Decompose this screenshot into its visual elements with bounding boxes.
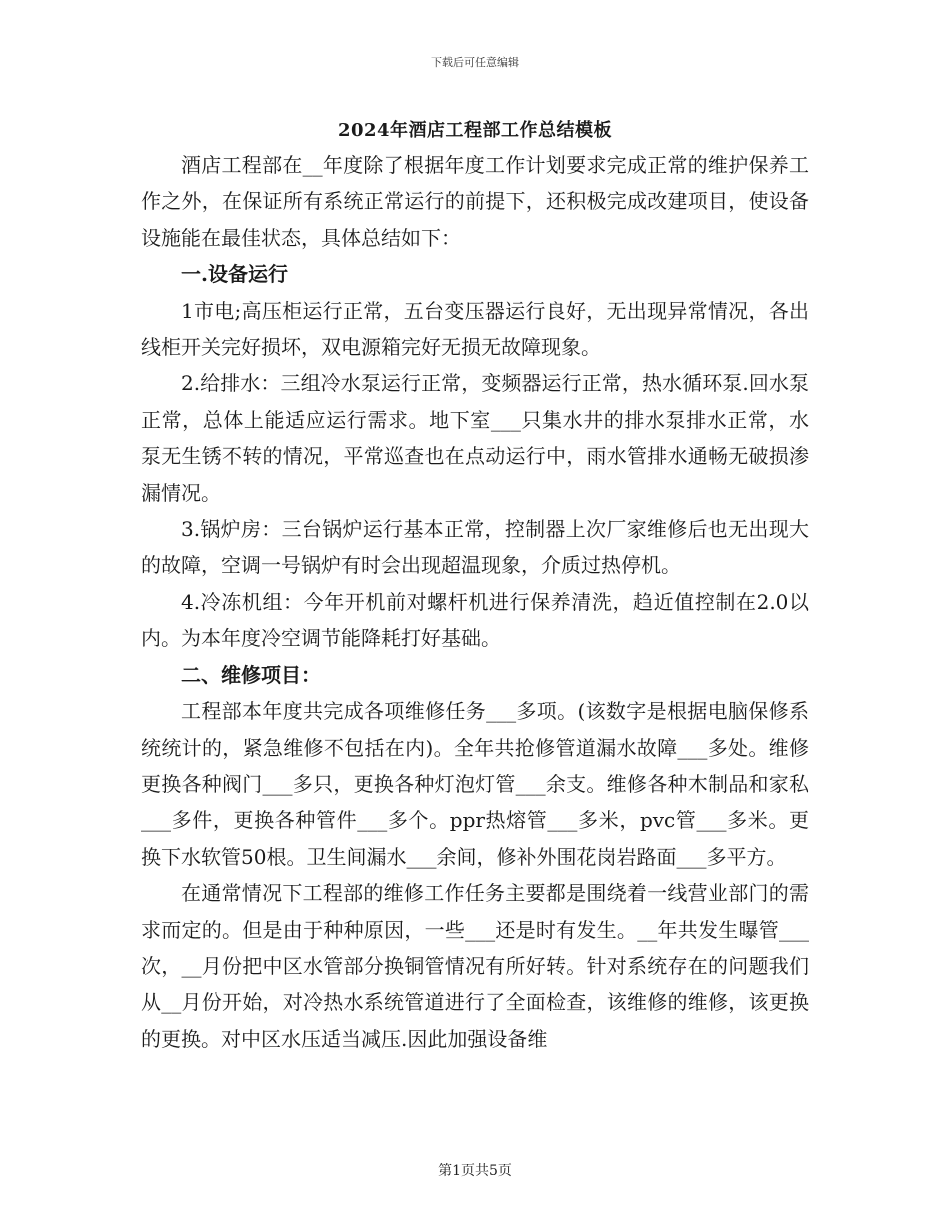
page-header-note: 下载后可任意编辑 xyxy=(431,56,519,69)
equipment-item-power: 1市电;高压柜运行正常，五台变压器运行良好，无出现异常情况，各出线柜开关完好损坏，双电源箱完好无损无故障现象。 xyxy=(141,298,809,360)
equipment-item-boiler: 3.锅炉房：三台锅炉运行基本正常，控制器上次厂家维修后也无出现大的故障，空调一号锅炉有时会出现超温现象，介质过热停机。 xyxy=(141,517,809,578)
document-body xyxy=(141,147,809,1057)
section-heading-maintenance: 二、维修项目： xyxy=(181,662,321,687)
equipment-item-chiller: 4.冷冻机组：今年开机前对螺杆机进行保养清洗，趋近值控制在2.0以内。为本年度冷空调节能降耗打好基础。 xyxy=(141,589,809,651)
intro-paragraph: 酒店工程部在__年度除了根据年度工作计划要求完成正常的维护保养工作之外，在保证所有系统正常运行的前提下，还积极完成改建项目，使设备设施能在最佳状态，具体总结如下： xyxy=(141,153,809,250)
page-number: 第1页共5页 xyxy=(438,1163,512,1179)
section-heading-equipment: 一.设备运行 xyxy=(181,262,288,287)
maintenance-paragraph: 工程部本年度共完成各项维修任务___多项。(该数字是根据电脑保修系统统计的，紧急维修不包括在内)。全年共抢修管道漏水故障___多处。维修更换各种阀门___多只，更换各种灯泡灯管___余支。维修各种木制品和家私___多件，更换各种管件___多个。ppr热熔管___多米，pvc管___多米。更换下水软管50根。卫生间漏水___余间，修补外围花岗岩路面___多平方。 xyxy=(141,699,809,869)
document-title: 2024年酒店工程部工作总结模板 xyxy=(337,120,613,141)
equipment-item-water: 2.给排水：三组冷水泵运行正常，变频器运行正常，热水循环泵.回水泵正常，总体上能适应运行需求。地下室___只集水井的排水泵排水正常，水泵无生锈不转的情况，平常巡查也在点动运行中，雨水管排水通畅无破损渗漏情况。 xyxy=(141,371,809,505)
maintenance-paragraph: 在通常情况下工程部的维修工作任务主要都是围绕着一线营业部门的需求而定的。但是由于种种原因，一些___还是时有发生。__年共发生曝管___次，__月份把中区水管部分换铜管情况有所好转。针对系统存在的问题我们从__月份开始，对冷热水系统管道进行了全面检查，该维修的维修，该更换的更换。对中区水压适当减压.因此加强设备维 xyxy=(141,881,809,1051)
